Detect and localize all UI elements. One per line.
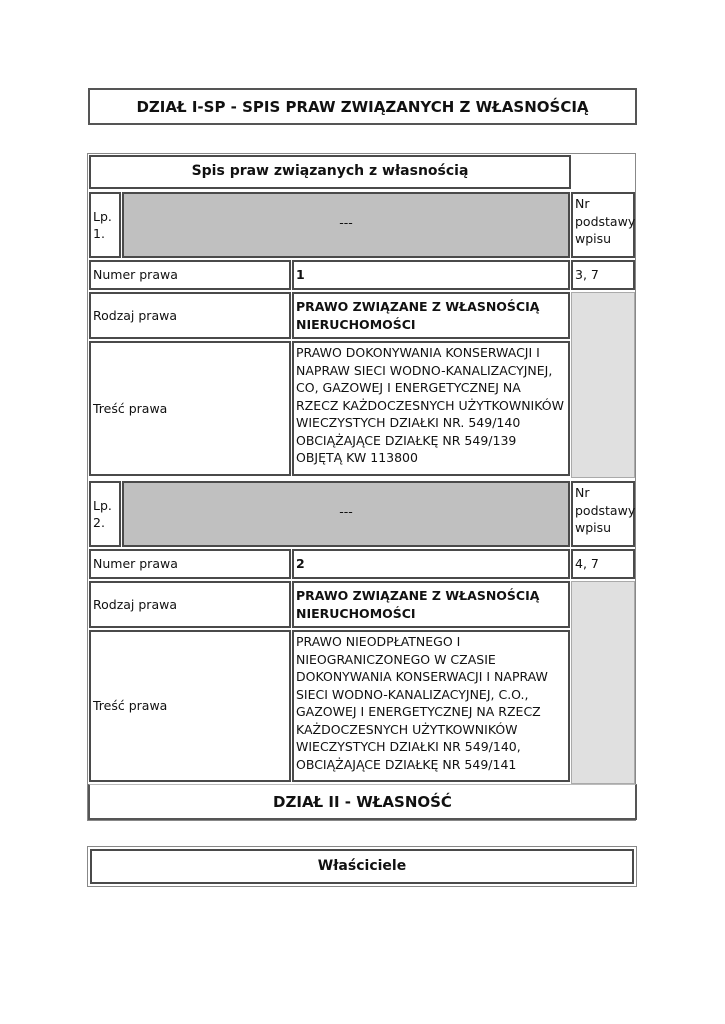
content-value-text: PRAWO DOKONYWANIA KONSERWACJI I NAPRAW SIECI WODNO-KANALIZACYJNEJ, CO, GAZOWEJ I ENERGETYCZNEJ NA RZECZ KAŻDOCZESNYCH UŻYTKOWNIKÓW WIECZYSTYCH DZIAŁKI NR. 549/140 OBCIĄŻAJĄCE DZIAŁKĘ NR 549/139 OBJĘTĄ KW 113800 <box>296 345 564 465</box>
lp-value: 2. <box>93 515 105 530</box>
number-value-text: 1 <box>296 267 305 283</box>
entry-2-lp <box>89 481 121 547</box>
type-value-text: PRAWO ZWIĄZANE Z WŁASNOŚCIĄ NIERUCHOMOŚCI <box>296 299 540 332</box>
entry-1-type-value <box>292 292 570 339</box>
number-basis-text: 4, 7 <box>575 556 599 572</box>
entry-1-content-value <box>292 341 570 476</box>
lp-value: 1. <box>93 226 105 241</box>
lp-label: Lp. <box>93 497 112 513</box>
entry-2-type-label <box>89 581 291 628</box>
type-label-text: Rodzaj prawa <box>93 307 177 323</box>
entry-2-basis-empty <box>571 581 635 784</box>
section-1-title <box>88 88 637 125</box>
section-2-title-text: DZIAŁ II - WŁASNOŚĆ <box>273 792 452 811</box>
entry-2-type-value <box>292 581 570 628</box>
entry-2-number-basis <box>571 549 635 579</box>
section-2-title <box>88 784 637 820</box>
content-label-text: Treść prawa <box>93 400 168 416</box>
placeholder-text: --- <box>339 215 353 230</box>
basis-header-text: Nr podstawy wpisu <box>575 196 636 246</box>
entry-2-basis-header <box>571 481 635 547</box>
number-label-text: Numer prawa <box>93 267 178 283</box>
entry-2-number-label <box>89 549 291 579</box>
entry-1-number-value <box>292 260 570 290</box>
number-value-text: 2 <box>296 556 305 572</box>
content-label-text: Treść prawa <box>93 698 168 714</box>
entry-1-number-label <box>89 260 291 290</box>
entry-1-number-basis <box>571 260 635 290</box>
placeholder-text: --- <box>339 504 353 519</box>
owners-title <box>90 849 634 884</box>
type-label-text: Rodzaj prawa <box>93 596 177 612</box>
entry-2-placeholder <box>122 481 570 547</box>
section-1-title-text: DZIAŁ I-SP - SPIS PRAW ZWIĄZANYCH Z WŁASNOŚCIĄ <box>136 97 589 116</box>
owners-title-text: Właściciele <box>317 857 407 874</box>
entry-1-content-label <box>89 341 291 476</box>
lp-label: Lp. <box>93 208 112 224</box>
entry-1-basis-header <box>571 192 635 258</box>
owners-table <box>87 846 637 887</box>
basis-header-text: Nr podstawy wpisu <box>575 485 636 535</box>
entry-1-basis-empty <box>571 292 635 478</box>
number-basis-text: 3, 7 <box>575 267 599 283</box>
entry-2-number-value <box>292 549 570 579</box>
rights-table-title <box>89 155 571 189</box>
rights-table-title-text: Spis praw związanych z własnością <box>191 163 469 180</box>
entry-1-lp <box>89 192 121 258</box>
entry-2-content-value <box>292 630 570 782</box>
entry-1-type-label <box>89 292 291 339</box>
entry-2-content-label <box>89 630 291 782</box>
content-value-text: PRAWO NIEODPŁATNEGO I NIEOGRANICZONEGO W CZASIE DOKONYWANIA KONSERWACJI I NAPRAW SIECI WODNO-KANALIZACYJNEJ, C.O., GAZOWEJ I ENERGETYCZNEJ NA RZECZ KAŻDOCZESNYCH UŻYTKOWNIKÓW WIECZYSTYCH DZIAŁKI NR 549/140, OBCIĄŻAJĄCE DZIAŁKĘ NR 549/141 <box>296 634 548 772</box>
entry-1-placeholder <box>122 192 570 258</box>
number-label-text: Numer prawa <box>93 556 178 572</box>
type-value-text: PRAWO ZWIĄZANE Z WŁASNOŚCIĄ NIERUCHOMOŚCI <box>296 588 540 621</box>
